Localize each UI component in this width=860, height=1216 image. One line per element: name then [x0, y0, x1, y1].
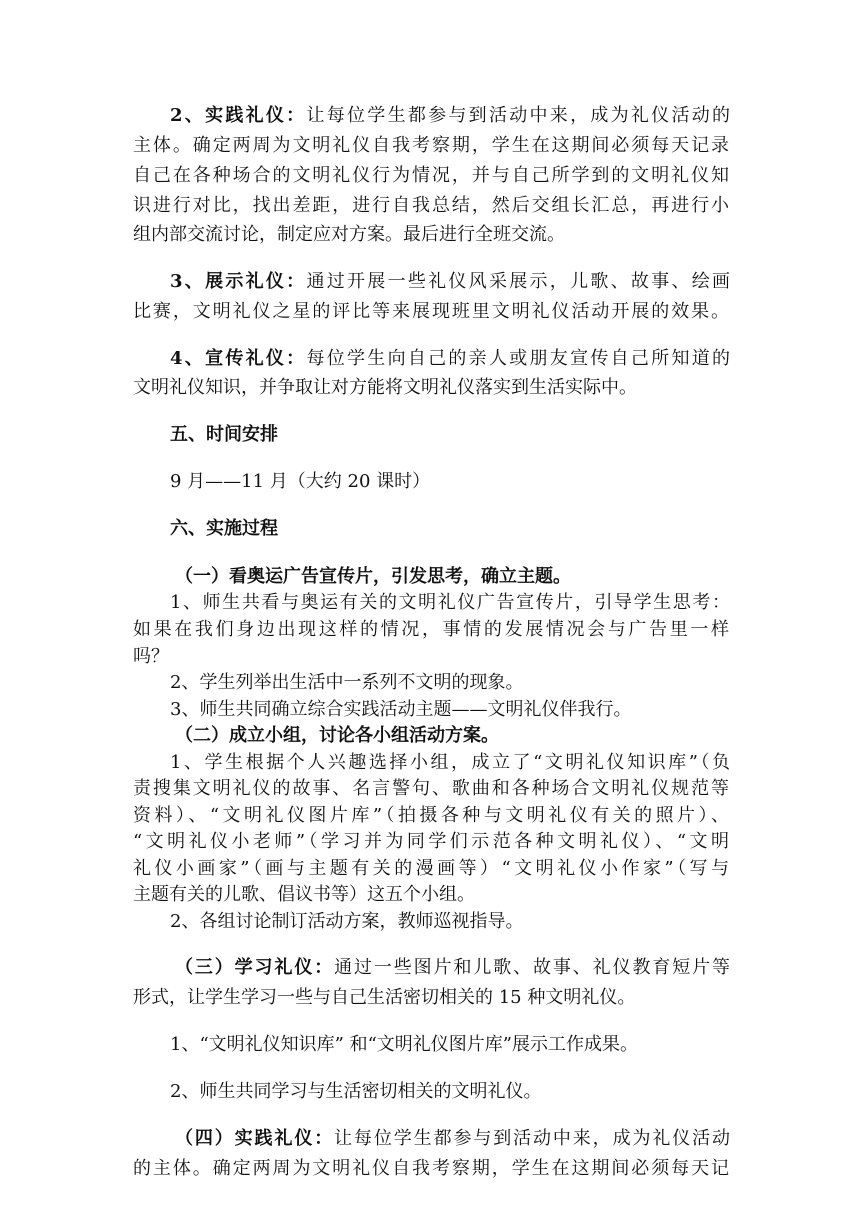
part-1-item-1-line-2: 如果在我们身边出现这样的情况，事情的发展情况会与广告里一样: [133, 619, 729, 640]
part-2-heading: （二）成立小组，讨论各小组活动方案。: [175, 725, 499, 746]
section-3-line-2: 比赛，文明礼仪之星的评比等来展现班里文明礼仪活动开展的效果。: [133, 301, 729, 322]
part-2-item-1-line-3: 资料）、“文明礼仪图片库”（拍摄各种与文明礼仪有关的照片）、: [133, 805, 729, 826]
section-4-lead: 4、宣传礼仪：: [170, 348, 307, 369]
part-1-item-2: 2、学生列举出生活中一系列不文明的现象。: [170, 672, 524, 693]
part-1-item-1-line-3: 吗？: [133, 646, 169, 667]
part-2-item-2: 2、各组讨论制订活动方案，教师巡视指导。: [170, 911, 524, 932]
part-3-text-1: 通过一些图片和儿歌、故事、礼仪教育短片等: [334, 957, 731, 978]
part-2-item-1-line-5: 礼仪小画家”（画与主题有关的漫画等）“文明礼仪小作家”（写与: [133, 858, 729, 879]
part-3-lead: （三）学习礼仪：: [175, 957, 335, 978]
part-4-line-1: [175, 1126, 730, 1152]
time-schedule-text: 9 月——11 月（大约 20 课时）: [170, 471, 431, 492]
section-2-text-1: 让每位学生都参与到活动中来，成为礼仪活动的: [306, 105, 730, 126]
section-3-text-1: 通过开展一些礼仪风采展示，儿歌、故事、绘画: [306, 271, 730, 292]
part-2-item-1-line-6: 主题有关的儿歌、倡议书等）这五个小组。: [133, 884, 475, 905]
section-2-lead: 2、实践礼仪：: [170, 105, 307, 126]
section-2-line-2: 主体。确定两周为文明礼仪自我考察期，学生在这期间必须每天记录: [133, 135, 729, 156]
part-3-item-1: 1、“文明礼仪知识库” 和“文明礼仪图片库”展示工作成果。: [170, 1034, 638, 1055]
part-4-lead: （四）实践礼仪：: [175, 1128, 335, 1149]
part-2-item-1-line-1: 1、学生根据个人兴趣选择小组，成立了“文明礼仪知识库”（负: [170, 752, 730, 773]
section-2-line-3: 自己在各种场合的文明礼仪行为情况，并与自己所学到的文明礼仪知: [133, 165, 729, 186]
part-2-item-1-line-4: “文明礼仪小老师”（学习并为同学们示范各种文明礼仪）、“文明: [133, 831, 729, 852]
heading-time-schedule: 五、时间安排: [170, 424, 278, 445]
section-4-line-2: 文明礼仪知识，并争取让对方能将文明礼仪落实到生活实际中。: [133, 377, 637, 398]
part-4-line-2: 的主体。确定两周为文明礼仪自我考察期，学生在这期间必须每天记: [133, 1158, 729, 1179]
part-2-item-1-line-2: 责搜集文明礼仪的故事、名言警句、歌曲和各种场合文明礼仪规范等: [133, 778, 729, 799]
part-4-text-1: 让每位学生都参与到活动中来，成为礼仪活动: [334, 1128, 731, 1149]
section-2-line-4: 识进行对比，找出差距，进行自我总结，然后交组长汇总，再进行小: [133, 195, 729, 216]
part-1-item-1-line-1: 1、师生共看与奥运有关的文明礼仪广告宣传片，引导学生思考：: [170, 592, 730, 613]
section-3-line-1: [170, 269, 730, 295]
part-1-heading: （一）看奥运广告宣传片，引发思考，确立主题。: [175, 566, 571, 587]
part-3-item-2: 2、师生共同学习与生活密切相关的文明礼仪。: [170, 1081, 542, 1102]
part-3-line-1: [175, 955, 730, 981]
part-3-line-2: 形式，让学生学习一些与自己生活密切相关的 15 种文明礼仪。: [133, 987, 636, 1008]
section-3-lead: 3、展示礼仪：: [170, 271, 307, 292]
heading-implementation: 六、实施过程: [170, 518, 278, 539]
section-2-line-5: 组内部交流讨论，制定应对方案。最后进行全班交流。: [133, 224, 565, 245]
part-1-item-3: 3、师生共同确立综合实践活动主题——文明礼仪伴我行。: [170, 699, 632, 720]
section-4-line-1: [170, 346, 730, 372]
section-4-text-1: 每位学生向自己的亲人或朋友宣传自己所知道的: [306, 348, 730, 369]
section-2-line-1: [170, 103, 730, 129]
